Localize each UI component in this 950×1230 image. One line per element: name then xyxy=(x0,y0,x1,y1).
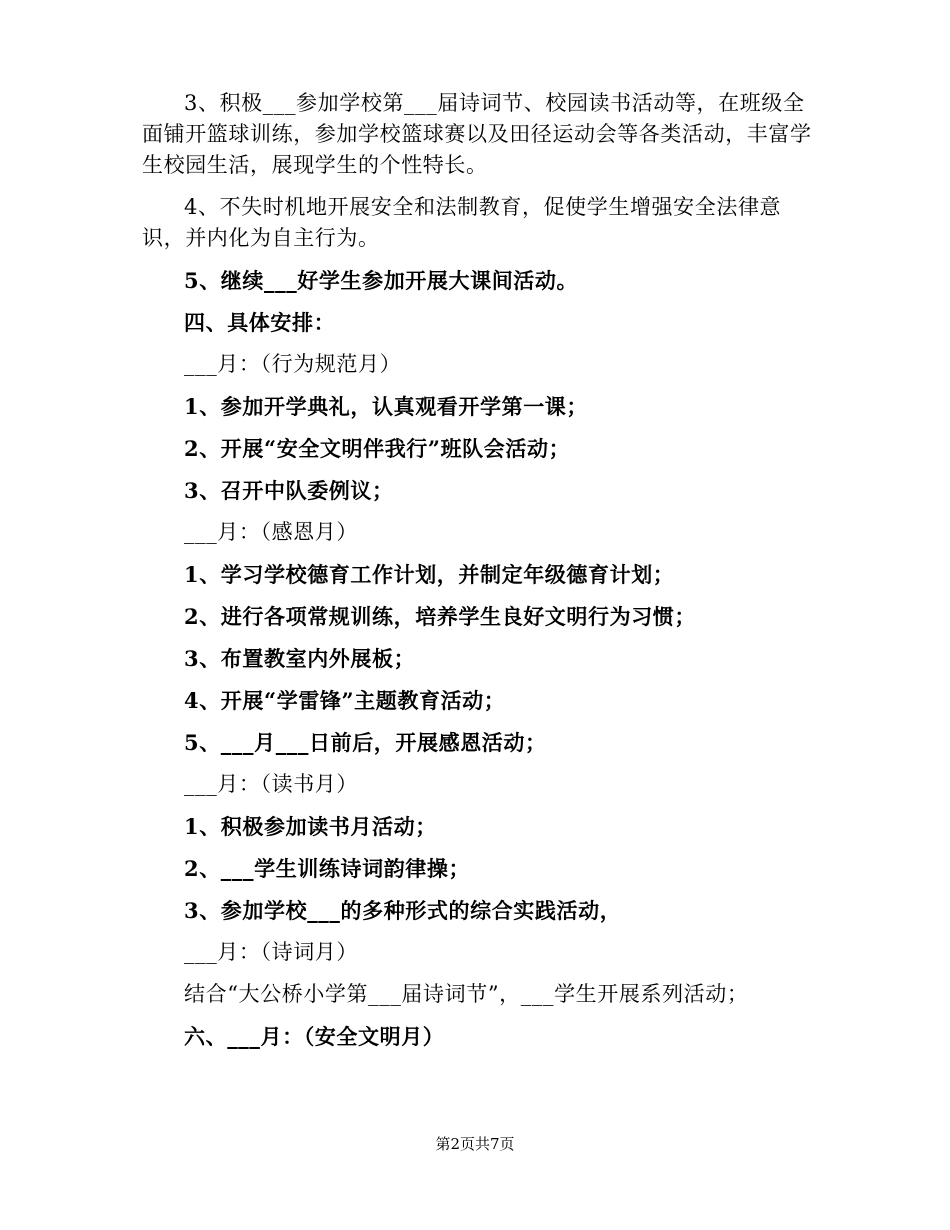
list-item: 3、召开中队委例议； xyxy=(184,478,394,503)
list-item: 3、参加学校___的多种形式的综合实践活动， xyxy=(184,898,622,923)
section-heading-arrangement: 四、具体安排： xyxy=(184,310,336,335)
page-number-footer: 第2页共7页 xyxy=(435,1135,515,1153)
month-heading-behavior: ___月：（行为规范月） xyxy=(184,352,402,376)
list-item: 3、布置教室内外展板； xyxy=(184,646,416,671)
list-item: 5、___月___日前后，开展感恩活动； xyxy=(184,730,547,755)
list-item: 2、进行各项常规训练，培养学生良好文明行为习惯； xyxy=(184,604,697,629)
month-heading-reading: ___月：（读书月） xyxy=(184,772,358,796)
list-item: 2、___学生训练诗词韵律操； xyxy=(184,856,471,881)
list-item: 4、开展“学雷锋”主题教育活动； xyxy=(184,688,506,713)
document-body xyxy=(142,88,812,1063)
section-heading-safety-month: 六、___月：（安全文明月） xyxy=(184,1024,445,1049)
paragraph-poetry-festival: 结合“大公桥小学第___届诗词节”，___学生开展系列活动； xyxy=(184,982,749,1006)
list-item: 1、学习学校德育工作计划，并制定年级德育计划； xyxy=(184,562,675,587)
list-item: 1、积极参加读书月活动； xyxy=(184,814,437,839)
list-item: 2、开展“安全文明伴我行”班队会活动； xyxy=(184,436,571,461)
paragraph-item-5: 5、继续___好学生参加开展大课间活动。 xyxy=(184,268,579,293)
month-heading-poetry: ___月：（诗词月） xyxy=(184,940,358,964)
paragraph-item-4: 4、不失时机地开展安全和法制教育，促使学生增强安全法律意识，并内化为自主行为。 xyxy=(142,195,782,250)
paragraph-item-3: 3、积极___参加学校第___届诗词节、校园读书活动等，在班级全面铺开篮球训练，参加学校篮球赛以及田径运动会等各类活动，丰富学生校园生活，展现学生的个性特长。 xyxy=(142,91,812,177)
month-heading-gratitude: ___月：（感恩月） xyxy=(184,520,358,544)
list-item: 1、参加开学典礼，认真观看开学第一课； xyxy=(184,394,589,419)
